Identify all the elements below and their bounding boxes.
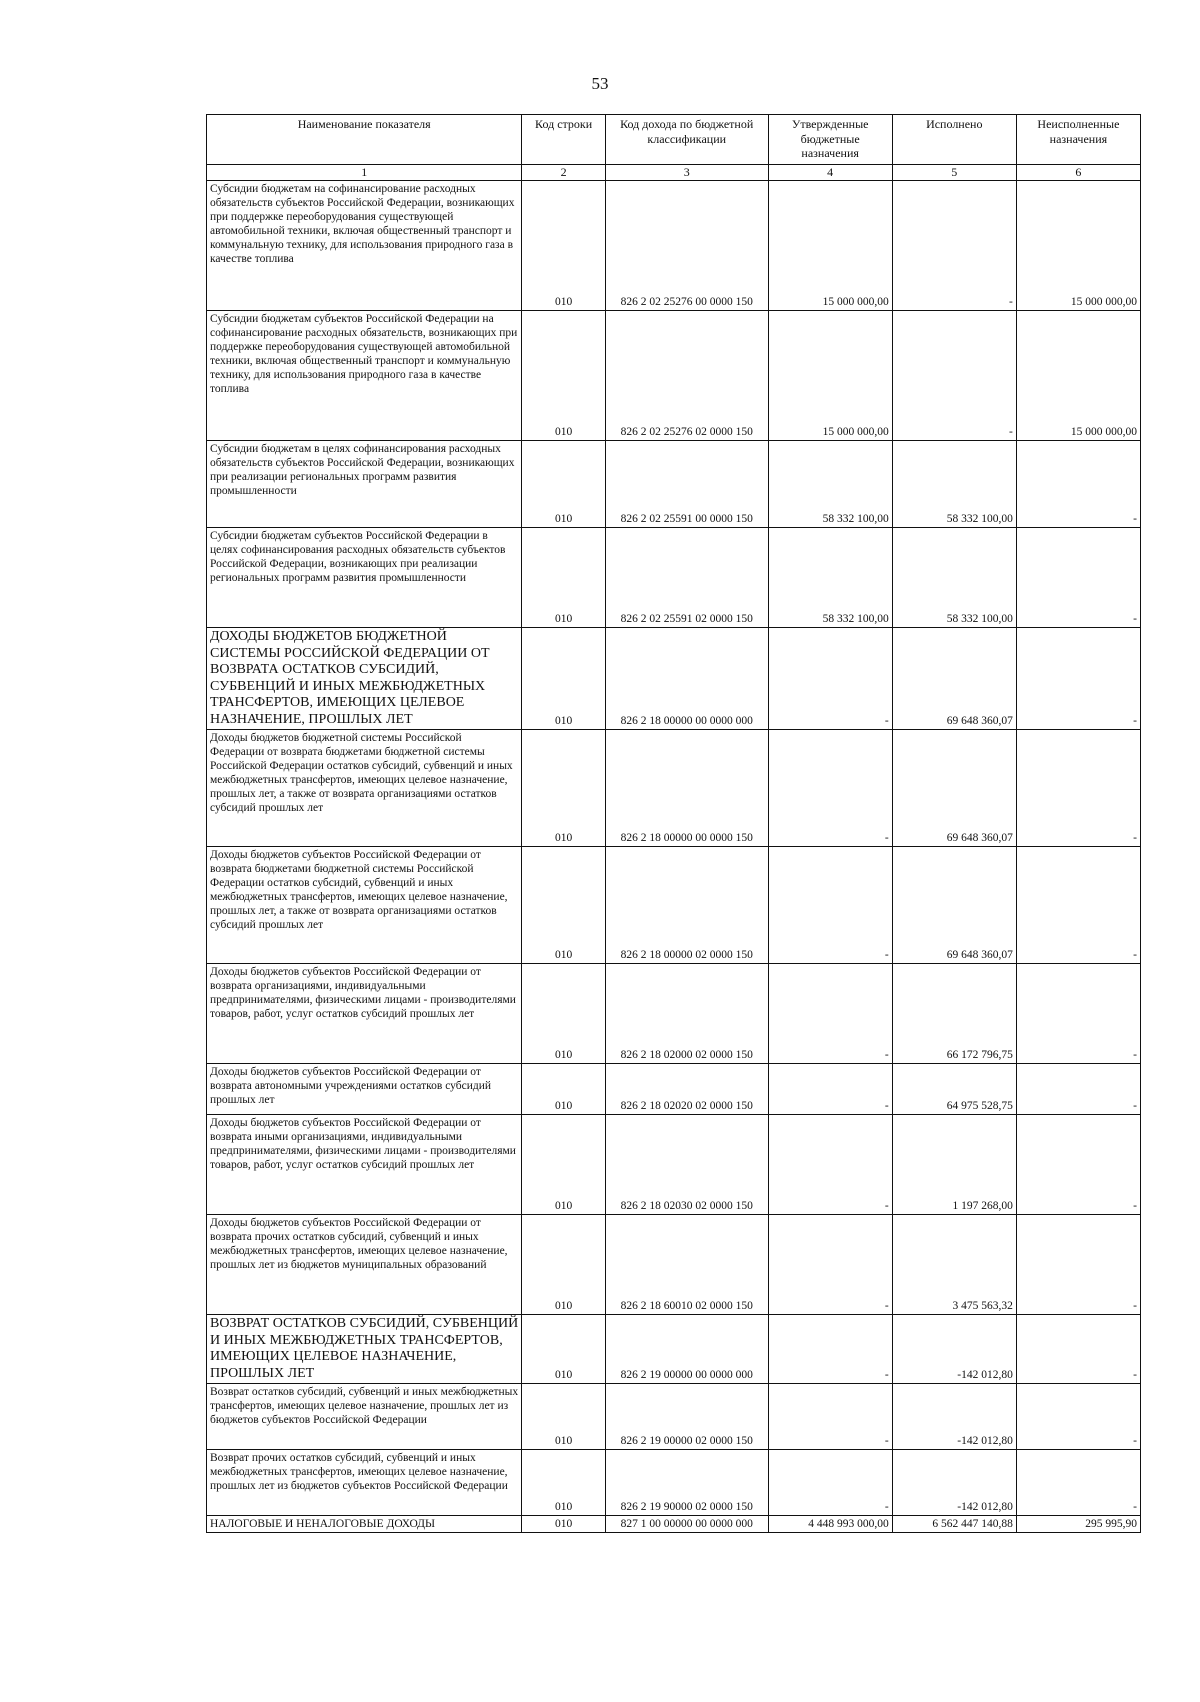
budget-execution-table (206, 114, 1141, 1533)
line-code: 010 (522, 1215, 605, 1315)
income-code: 826 2 18 60010 02 0000 150 (605, 1215, 768, 1315)
header-unexecuted: Неисполненные назначения (1016, 115, 1140, 165)
table-row (207, 964, 1141, 1064)
unexecuted-amount: - (1016, 1064, 1140, 1115)
indicator-name: Доходы бюджетов субъектов Российской Федерации от возврата автономными учреждениями остатков субсидий прошлых лет (207, 1064, 522, 1115)
table-row (207, 528, 1141, 628)
indicator-name: Субсидии бюджетам в целях софинансирования расходных обязательств субъектов Российской Федерации, возникающих при реализации региональных программ развития промышленности (207, 441, 522, 528)
line-code: 010 (522, 311, 605, 441)
table-row (207, 441, 1141, 528)
executed-amount: - (892, 181, 1016, 311)
line-code: 010 (522, 528, 605, 628)
unexecuted-amount: 295 995,90 (1016, 1516, 1140, 1533)
unexecuted-amount: - (1016, 628, 1140, 730)
line-code: 010 (522, 628, 605, 730)
indicator-name: Доходы бюджетов бюджетной системы Российской Федерации от возврата бюджетами бюджетной системы Российской Федерации остатков субсидий, субвенций и иных межбюджетных трансфертов, имеющих целевое назначение, прошлых лет, а также от возврата организациями остатков субсидий прошлых лет (207, 730, 522, 847)
header-row (207, 115, 1141, 165)
indicator-name: ДОХОДЫ БЮДЖЕТОВ БЮДЖЕТНОЙ СИСТЕМЫ РОССИЙСКОЙ ФЕДЕРАЦИИ ОТ ВОЗВРАТА ОСТАТКОВ СУБСИДИЙ, СУБВЕНЦИЙ И ИНЫХ МЕЖБЮДЖЕТНЫХ ТРАНСФЕРТОВ, ИМЕЮЩИХ ЦЕЛЕВОЕ НАЗНАЧЕНИЕ, ПРОШЛЫХ ЛЕТ (207, 628, 522, 730)
line-code: 010 (522, 1516, 605, 1533)
income-code: 826 2 18 02020 02 0000 150 (605, 1064, 768, 1115)
income-code: 826 2 19 90000 02 0000 150 (605, 1450, 768, 1516)
unexecuted-amount: - (1016, 730, 1140, 847)
table-row (207, 1215, 1141, 1315)
executed-amount: 66 172 796,75 (892, 964, 1016, 1064)
table-row (207, 1384, 1141, 1450)
header-executed: Исполнено (892, 115, 1016, 165)
header-indicator-name: Наименование показателя (207, 115, 522, 165)
indicator-name: Доходы бюджетов субъектов Российской Федерации от возврата иными организациями, индивидуальными предпринимателями, физическими лицами - производителями товаров, работ, услуг остатков субсидий прошлых лет (207, 1115, 522, 1215)
approved-amount: - (768, 964, 892, 1064)
income-code: 826 2 18 00000 00 0000 000 (605, 628, 768, 730)
indicator-name: Доходы бюджетов субъектов Российской Федерации от возврата бюджетами бюджетной системы Российской Федерации остатков субсидий, субвенций и иных межбюджетных трансфертов, имеющих целевое назначение, прошлых лет, а также от возврата организациями остатков субсидий прошлых лет (207, 847, 522, 964)
approved-amount: 4 448 993 000,00 (768, 1516, 892, 1533)
line-code: 010 (522, 1384, 605, 1450)
indicator-name: НАЛОГОВЫЕ И НЕНАЛОГОВЫЕ ДОХОДЫ (207, 1516, 522, 1533)
executed-amount: 1 197 268,00 (892, 1115, 1016, 1215)
unexecuted-amount: - (1016, 847, 1140, 964)
income-code: 826 2 19 00000 00 0000 000 (605, 1315, 768, 1384)
income-code: 826 2 18 00000 02 0000 150 (605, 847, 768, 964)
table-row (207, 311, 1141, 441)
line-code: 010 (522, 181, 605, 311)
unexecuted-amount: - (1016, 528, 1140, 628)
income-code: 826 2 18 00000 00 0000 150 (605, 730, 768, 847)
table-row (207, 1315, 1141, 1384)
approved-amount: 15 000 000,00 (768, 181, 892, 311)
line-code: 010 (522, 1315, 605, 1384)
approved-amount: - (768, 730, 892, 847)
unexecuted-amount: - (1016, 1115, 1140, 1215)
approved-amount: 58 332 100,00 (768, 528, 892, 628)
unexecuted-amount: - (1016, 964, 1140, 1064)
header-income-code: Код дохода по бюджетной классификации (605, 115, 768, 165)
income-code: 826 2 02 25591 00 0000 150 (605, 441, 768, 528)
unexecuted-amount: - (1016, 1384, 1140, 1450)
approved-amount: - (768, 628, 892, 730)
line-code: 010 (522, 964, 605, 1064)
approved-amount: - (768, 847, 892, 964)
approved-amount: 15 000 000,00 (768, 311, 892, 441)
executed-amount: -142 012,80 (892, 1315, 1016, 1384)
executed-amount: 58 332 100,00 (892, 528, 1016, 628)
line-code: 010 (522, 1450, 605, 1516)
column-number-row (207, 165, 1141, 181)
line-code: 010 (522, 1064, 605, 1115)
header-line-code: Код строки (522, 115, 605, 165)
table-row (207, 1450, 1141, 1516)
executed-amount: 69 648 360,07 (892, 847, 1016, 964)
line-code: 010 (522, 441, 605, 528)
indicator-name: Возврат остатков субсидий, субвенций и иных межбюджетных трансфертов, имеющих целевое назначение, прошлых лет из бюджетов субъектов Российской Федерации (207, 1384, 522, 1450)
executed-amount: - (892, 311, 1016, 441)
executed-amount: 69 648 360,07 (892, 730, 1016, 847)
approved-amount: - (768, 1315, 892, 1384)
indicator-name: Субсидии бюджетам субъектов Российской Федерации в целях софинансирования расходных обязательств субъектов Российской Федерации, возникающих при реализации региональных программ развития промышленности (207, 528, 522, 628)
income-code: 826 2 18 02030 02 0000 150 (605, 1115, 768, 1215)
line-code: 010 (522, 730, 605, 847)
table-row (207, 1064, 1141, 1115)
indicator-name: Субсидии бюджетам субъектов Российской Федерации на софинансирование расходных обязательств, возникающих при поддержке переоборудования существующей автомобильной техники, включая общественный транспорт и коммунальную технику, для использования природного газа в качестве топлива (207, 311, 522, 441)
income-code: 826 2 19 00000 02 0000 150 (605, 1384, 768, 1450)
indicator-name: Доходы бюджетов субъектов Российской Федерации от возврата организациями, индивидуальными предпринимателями, физическими лицами - производителями товаров, работ, услуг остатков субсидий прошлых лет (207, 964, 522, 1064)
table-row (207, 181, 1141, 311)
approved-amount: - (768, 1064, 892, 1115)
executed-amount: -142 012,80 (892, 1450, 1016, 1516)
indicator-name: Возврат прочих остатков субсидий, субвенций и иных межбюджетных трансфертов, имеющих целевое назначение, прошлых лет из бюджетов субъектов Российской Федерации (207, 1450, 522, 1516)
unexecuted-amount: - (1016, 1315, 1140, 1384)
approved-amount: - (768, 1115, 892, 1215)
income-code: 827 1 00 00000 00 0000 000 (605, 1516, 768, 1533)
approved-amount: - (768, 1384, 892, 1450)
executed-amount: 58 332 100,00 (892, 441, 1016, 528)
unexecuted-amount: 15 000 000,00 (1016, 181, 1140, 311)
executed-amount: 64 975 528,75 (892, 1064, 1016, 1115)
executed-amount: 3 475 563,32 (892, 1215, 1016, 1315)
column-number: 2 (522, 165, 605, 181)
executed-amount: -142 012,80 (892, 1384, 1016, 1450)
page-number: 53 (591, 74, 609, 93)
column-number: 6 (1016, 165, 1140, 181)
income-code: 826 2 02 25276 00 0000 150 (605, 181, 768, 311)
column-number: 3 (605, 165, 768, 181)
approved-amount: - (768, 1215, 892, 1315)
unexecuted-amount: - (1016, 441, 1140, 528)
indicator-name: Доходы бюджетов субъектов Российской Федерации от возврата прочих остатков субсидий, субвенций и иных межбюджетных трансфертов, имеющих целевое назначение, прошлых лет из бюджетов муниципальных образований (207, 1215, 522, 1315)
table-row (207, 628, 1141, 730)
unexecuted-amount: 15 000 000,00 (1016, 311, 1140, 441)
indicator-name: Субсидии бюджетам на софинансирование расходных обязательств субъектов Российской Федерации, возникающих при поддержке переоборудования существующей автомобильной техники, включая общественный транспорт и коммунальную технику, для использования природного газа в качестве топлива (207, 181, 522, 311)
header-approved: Утвержденные бюджетные назначения (768, 115, 892, 165)
column-number: 4 (768, 165, 892, 181)
line-code: 010 (522, 1115, 605, 1215)
column-number: 5 (892, 165, 1016, 181)
unexecuted-amount: - (1016, 1215, 1140, 1315)
indicator-name: ВОЗВРАТ ОСТАТКОВ СУБСИДИЙ, СУБВЕНЦИЙ И ИНЫХ МЕЖБЮДЖЕТНЫХ ТРАНСФЕРТОВ, ИМЕЮЩИХ ЦЕЛЕВОЕ НАЗНАЧЕНИЕ, ПРОШЛЫХ ЛЕТ (207, 1315, 522, 1384)
table-row (207, 730, 1141, 847)
unexecuted-amount: - (1016, 1450, 1140, 1516)
executed-amount: 69 648 360,07 (892, 628, 1016, 730)
income-code: 826 2 02 25276 02 0000 150 (605, 311, 768, 441)
table-row (207, 847, 1141, 964)
approved-amount: - (768, 1450, 892, 1516)
line-code: 010 (522, 847, 605, 964)
income-code: 826 2 02 25591 02 0000 150 (605, 528, 768, 628)
table-row (207, 1516, 1141, 1533)
table-row (207, 1115, 1141, 1215)
income-code: 826 2 18 02000 02 0000 150 (605, 964, 768, 1064)
column-number: 1 (207, 165, 522, 181)
executed-amount: 6 562 447 140,88 (892, 1516, 1016, 1533)
approved-amount: 58 332 100,00 (768, 441, 892, 528)
